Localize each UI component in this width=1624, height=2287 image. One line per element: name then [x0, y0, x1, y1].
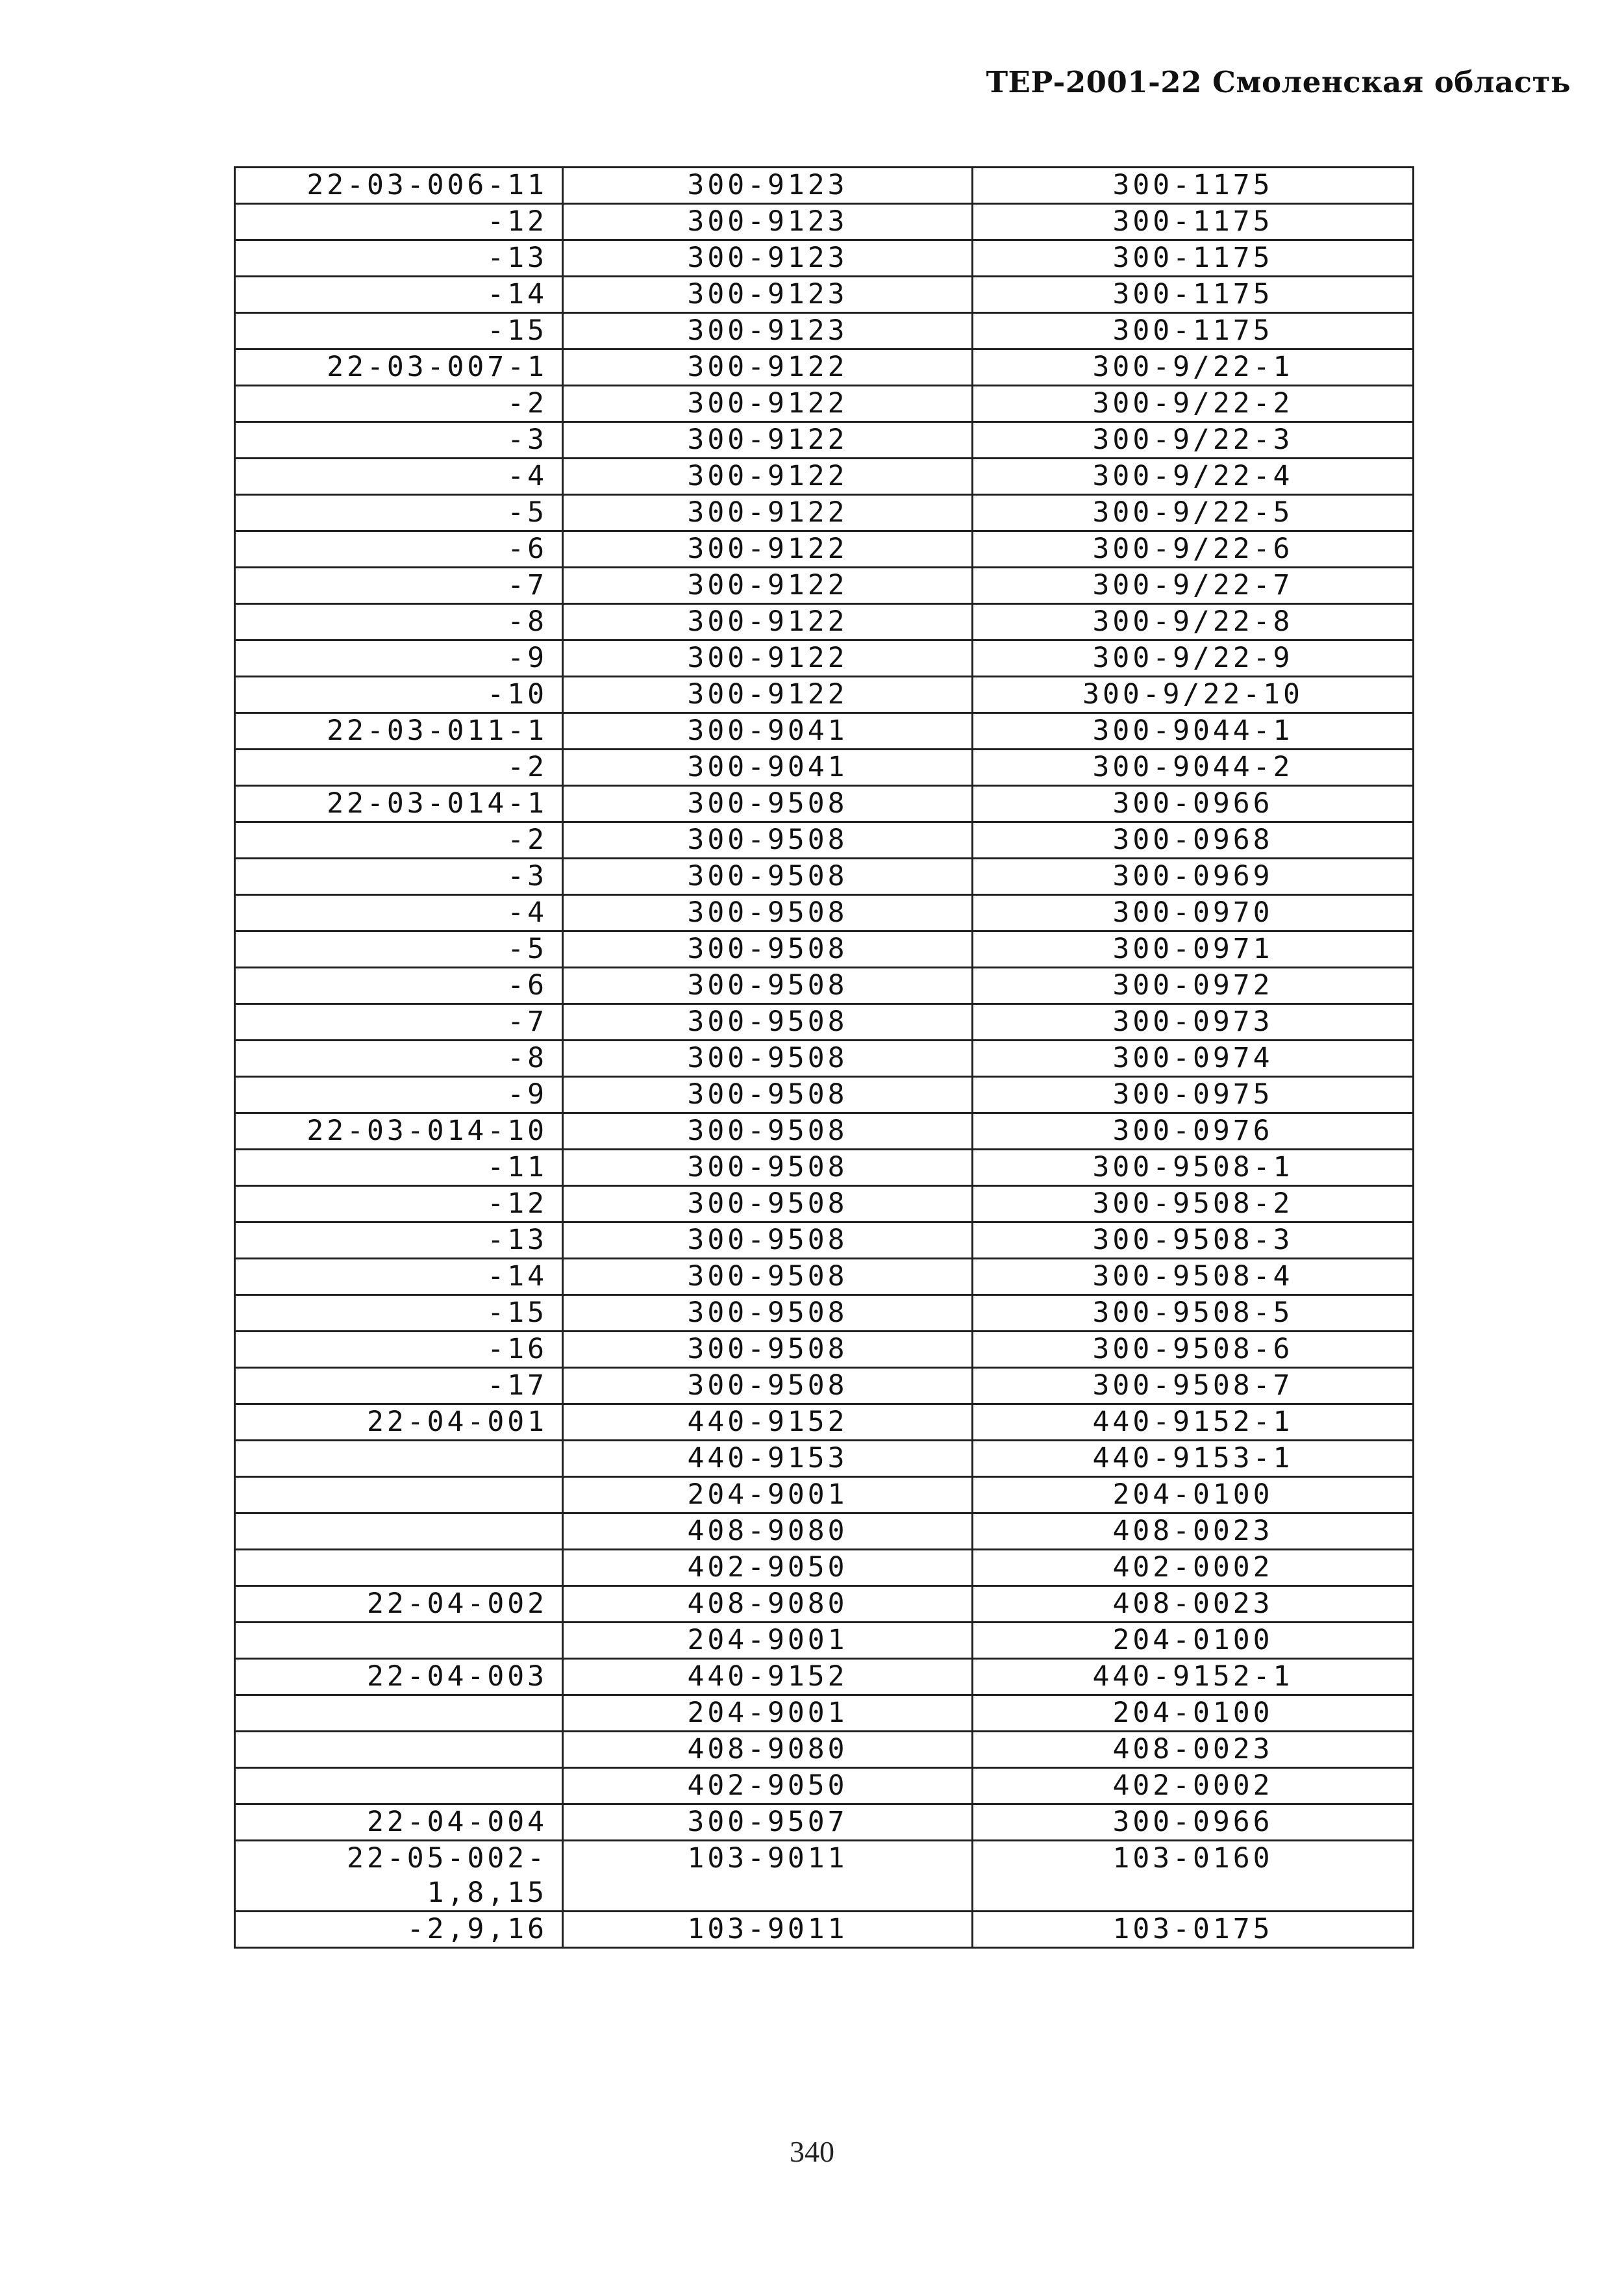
replacement-cell: 300-9508-1	[973, 1150, 1414, 1186]
replacement-cell: 300-9044-2	[973, 750, 1414, 786]
code-cell: -7	[235, 1004, 563, 1041]
table-row	[235, 1841, 1414, 1912]
code-cell: -11	[235, 1150, 563, 1186]
code-cell	[235, 1768, 563, 1804]
replacement-cell: 300-9/22-10	[973, 677, 1414, 713]
resource-cell: 300-9508	[563, 968, 973, 1004]
table-row	[235, 713, 1414, 750]
code-cell: 22-04-004	[235, 1804, 563, 1841]
code-cell: 22-05-002- 1,8,15	[235, 1841, 563, 1912]
page-number: 340	[790, 2135, 834, 2168]
code-cell: 22-04-003	[235, 1659, 563, 1695]
table-row	[235, 1222, 1414, 1259]
resource-cell: 204-9001	[563, 1695, 973, 1732]
replacement-cell: 300-0974	[973, 1041, 1414, 1077]
replacement-cell: 300-0966	[973, 1804, 1414, 1841]
code-cell: -17	[235, 1368, 563, 1404]
table-row	[235, 931, 1414, 968]
resource-cell: 300-9508	[563, 1259, 973, 1295]
code-cell: -8	[235, 604, 563, 640]
replacement-cell: 300-0970	[973, 895, 1414, 931]
table-row	[235, 750, 1414, 786]
code-mapping-table	[234, 166, 1414, 1949]
replacement-cell: 300-9/22-6	[973, 531, 1414, 568]
resource-cell: 300-9508	[563, 1295, 973, 1332]
code-cell: -2,9,16	[235, 1912, 563, 1948]
code-cell: 22-03-006-11	[235, 168, 563, 204]
table-row	[235, 531, 1414, 568]
code-cell: -3	[235, 422, 563, 459]
table-row	[235, 1477, 1414, 1513]
resource-cell: 300-9508	[563, 786, 973, 822]
table-row	[235, 1513, 1414, 1550]
resource-cell: 300-9508	[563, 1222, 973, 1259]
code-cell: -2	[235, 822, 563, 859]
code-cell: -4	[235, 459, 563, 495]
table-row	[235, 277, 1414, 313]
table-row	[235, 459, 1414, 495]
resource-cell: 408-9080	[563, 1732, 973, 1768]
code-cell	[235, 1732, 563, 1768]
code-cell: -7	[235, 568, 563, 604]
resource-cell: 300-9508	[563, 1077, 973, 1113]
table-row	[235, 1077, 1414, 1113]
table-row	[235, 604, 1414, 640]
code-cell: -8	[235, 1041, 563, 1077]
resource-cell: 300-9508	[563, 1004, 973, 1041]
table-row	[235, 1912, 1414, 1948]
table-row	[235, 1368, 1414, 1404]
resource-cell: 300-9508	[563, 1113, 973, 1150]
replacement-cell: 300-9508-3	[973, 1222, 1414, 1259]
code-cell: -14	[235, 1259, 563, 1295]
code-cell: -12	[235, 1186, 563, 1222]
code-cell: 22-03-007-1	[235, 349, 563, 386]
table-row	[235, 386, 1414, 422]
replacement-cell: 408-0023	[973, 1732, 1414, 1768]
code-cell: 22-03-014-1	[235, 786, 563, 822]
table-row	[235, 313, 1414, 349]
code-cell: -13	[235, 1222, 563, 1259]
code-cell: 22-03-011-1	[235, 713, 563, 750]
replacement-cell: 300-9044-1	[973, 713, 1414, 750]
code-cell: -6	[235, 531, 563, 568]
code-cell: -16	[235, 1332, 563, 1368]
resource-cell: 204-9001	[563, 1477, 973, 1513]
resource-cell: 300-9122	[563, 677, 973, 713]
resource-cell: 408-9080	[563, 1513, 973, 1550]
replacement-cell: 300-9/22-2	[973, 386, 1414, 422]
table-row	[235, 422, 1414, 459]
table-row	[235, 240, 1414, 277]
resource-cell: 204-9001	[563, 1623, 973, 1659]
resource-cell: 300-9041	[563, 713, 973, 750]
resource-cell: 300-9123	[563, 240, 973, 277]
table-body	[235, 168, 1414, 1948]
table-row	[235, 968, 1414, 1004]
table-row	[235, 1259, 1414, 1295]
table-row	[235, 786, 1414, 822]
code-cell: -13	[235, 240, 563, 277]
replacement-cell: 300-0968	[973, 822, 1414, 859]
replacement-cell: 300-0973	[973, 1004, 1414, 1041]
resource-cell: 300-9122	[563, 604, 973, 640]
code-cell: -2	[235, 750, 563, 786]
resource-cell: 300-9508	[563, 822, 973, 859]
replacement-cell: 300-9508-2	[973, 1186, 1414, 1222]
table-row	[235, 1732, 1414, 1768]
resource-cell: 300-9122	[563, 568, 973, 604]
code-cell: -9	[235, 1077, 563, 1113]
resource-cell: 300-9122	[563, 531, 973, 568]
code-cell: -15	[235, 313, 563, 349]
replacement-cell: 440-9152-1	[973, 1404, 1414, 1441]
table-row	[235, 1186, 1414, 1222]
code-cell: 22-04-001	[235, 1404, 563, 1441]
replacement-cell: 300-1175	[973, 204, 1414, 240]
table-row	[235, 822, 1414, 859]
resource-cell: 440-9152	[563, 1404, 973, 1441]
code-cell	[235, 1695, 563, 1732]
code-cell: 22-04-002	[235, 1586, 563, 1623]
resource-cell: 300-9508	[563, 1186, 973, 1222]
resource-cell: 408-9080	[563, 1586, 973, 1623]
replacement-cell: 402-0002	[973, 1550, 1414, 1586]
table-row	[235, 1768, 1414, 1804]
resource-cell: 300-9122	[563, 386, 973, 422]
replacement-cell: 204-0100	[973, 1477, 1414, 1513]
resource-cell: 300-9508	[563, 1150, 973, 1186]
table-row	[235, 1404, 1414, 1441]
code-cell	[235, 1441, 563, 1477]
code-cell: -12	[235, 204, 563, 240]
replacement-cell: 300-0971	[973, 931, 1414, 968]
replacement-cell: 300-1175	[973, 168, 1414, 204]
table-row	[235, 568, 1414, 604]
replacement-cell: 402-0002	[973, 1768, 1414, 1804]
replacement-cell: 300-9/22-9	[973, 640, 1414, 677]
code-cell: -6	[235, 968, 563, 1004]
table-row	[235, 859, 1414, 895]
code-cell	[235, 1623, 563, 1659]
replacement-cell: 300-0966	[973, 786, 1414, 822]
table-row	[235, 895, 1414, 931]
resource-cell: 103-9011	[563, 1841, 973, 1912]
replacement-cell: 300-9/22-1	[973, 349, 1414, 386]
resource-cell: 300-9122	[563, 349, 973, 386]
resource-cell: 300-9122	[563, 422, 973, 459]
resource-cell: 300-9122	[563, 459, 973, 495]
replacement-cell: 300-9508-5	[973, 1295, 1414, 1332]
resource-cell: 300-9123	[563, 204, 973, 240]
resource-cell: 300-9041	[563, 750, 973, 786]
replacement-cell: 300-9/22-3	[973, 422, 1414, 459]
table-row	[235, 1113, 1414, 1150]
code-cell: -15	[235, 1295, 563, 1332]
page-header-title: ТЕР-2001-22 Смоленская область	[986, 65, 1571, 99]
replacement-cell: 300-9/22-8	[973, 604, 1414, 640]
replacement-cell: 300-1175	[973, 240, 1414, 277]
code-cell	[235, 1550, 563, 1586]
table-row	[235, 1804, 1414, 1841]
code-cell	[235, 1513, 563, 1550]
resource-cell: 300-9508	[563, 931, 973, 968]
code-cell: -10	[235, 677, 563, 713]
replacement-cell: 204-0100	[973, 1623, 1414, 1659]
table-row	[235, 168, 1414, 204]
table-row	[235, 495, 1414, 531]
code-cell: -5	[235, 495, 563, 531]
code-cell: -14	[235, 277, 563, 313]
replacement-cell: 103-0175	[973, 1912, 1414, 1948]
table-row	[235, 1441, 1414, 1477]
resource-cell: 300-9123	[563, 168, 973, 204]
code-cell: -4	[235, 895, 563, 931]
code-cell: -2	[235, 386, 563, 422]
resource-cell: 300-9122	[563, 495, 973, 531]
replacement-cell: 300-9508-6	[973, 1332, 1414, 1368]
resource-cell: 300-9508	[563, 1368, 973, 1404]
code-cell: -9	[235, 640, 563, 677]
resource-cell: 300-9122	[563, 640, 973, 677]
resource-cell: 402-9050	[563, 1768, 973, 1804]
resource-cell: 402-9050	[563, 1550, 973, 1586]
table-row	[235, 1695, 1414, 1732]
table-row	[235, 677, 1414, 713]
table-row	[235, 1623, 1414, 1659]
replacement-cell: 103-0160	[973, 1841, 1414, 1912]
code-cell: -5	[235, 931, 563, 968]
table-row	[235, 1332, 1414, 1368]
resource-cell: 300-9508	[563, 895, 973, 931]
table-row	[235, 204, 1414, 240]
resource-cell: 103-9011	[563, 1912, 973, 1948]
replacement-cell: 300-9/22-4	[973, 459, 1414, 495]
resource-cell: 440-9153	[563, 1441, 973, 1477]
table-row	[235, 349, 1414, 386]
code-cell: 22-03-014-10	[235, 1113, 563, 1150]
replacement-cell: 300-0975	[973, 1077, 1414, 1113]
table-row	[235, 1586, 1414, 1623]
replacement-cell: 300-0972	[973, 968, 1414, 1004]
resource-cell: 300-9508	[563, 1332, 973, 1368]
replacement-cell: 300-1175	[973, 277, 1414, 313]
table-row	[235, 1550, 1414, 1586]
resource-cell: 300-9508	[563, 859, 973, 895]
resource-cell: 300-9508	[563, 1041, 973, 1077]
code-cell: -3	[235, 859, 563, 895]
replacement-cell: 300-9508-7	[973, 1368, 1414, 1404]
replacement-cell: 440-9153-1	[973, 1441, 1414, 1477]
table-row	[235, 1295, 1414, 1332]
resource-cell: 300-9123	[563, 313, 973, 349]
table-row	[235, 1004, 1414, 1041]
table-row	[235, 1150, 1414, 1186]
replacement-cell: 204-0100	[973, 1695, 1414, 1732]
table-row	[235, 640, 1414, 677]
code-cell	[235, 1477, 563, 1513]
table-row	[235, 1659, 1414, 1695]
replacement-cell: 408-0023	[973, 1586, 1414, 1623]
replacement-cell: 408-0023	[973, 1513, 1414, 1550]
replacement-cell: 300-0976	[973, 1113, 1414, 1150]
replacement-cell: 300-9/22-5	[973, 495, 1414, 531]
resource-cell: 300-9507	[563, 1804, 973, 1841]
replacement-cell: 440-9152-1	[973, 1659, 1414, 1695]
resource-cell: 300-9123	[563, 277, 973, 313]
table-row	[235, 1041, 1414, 1077]
resource-cell: 440-9152	[563, 1659, 973, 1695]
replacement-cell: 300-9508-4	[973, 1259, 1414, 1295]
replacement-cell: 300-0969	[973, 859, 1414, 895]
replacement-cell: 300-9/22-7	[973, 568, 1414, 604]
replacement-cell: 300-1175	[973, 313, 1414, 349]
